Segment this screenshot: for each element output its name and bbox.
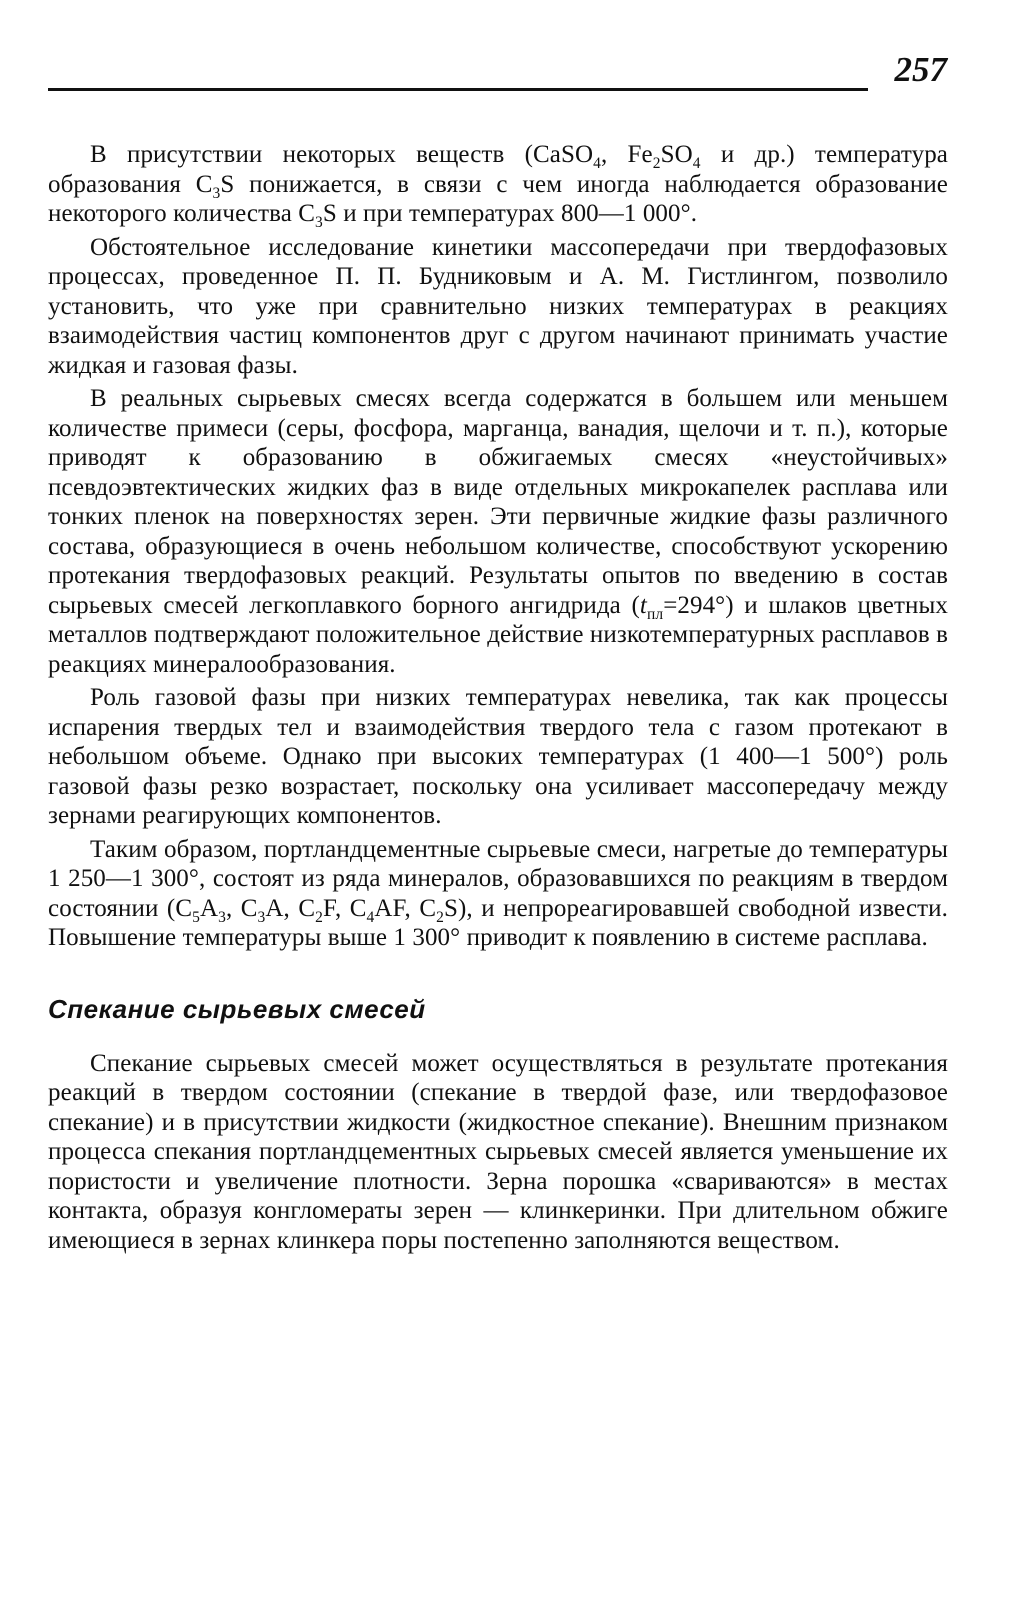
text-run: Обстоятельное исследование кинетики массопередачи при твердофазовых процессах, проведенное П. П. Будниковым и А. М. Гистлингом, позволило установить, что уже при сравнительно низких температурах в реакциях взаимодействия частиц компонентов друг с другом начинают принимать участие жидкая и газовая фазы. xyxy=(48,233,948,379)
text-run: , C xyxy=(225,894,258,922)
text-run: В реальных сырьевых смесях всегда содержатся в большем или меньшем количестве примеси (серы, фосфора, марганца, ванадия, щелочи и т. п.), которые приводят к образованию в обжигаемых смесях «неустойчивых» псевдоэвтектических жидких фаз в виде отдельных микрокапелек расплава или тонких пленок на поверхностях зерен. Эти первичные жидкие фазы различного состава, образующиеся в очень небольшом количестве, способствуют ускорению протекания твердофазовых реакций. Результаты опытов по введению в состав сырьевых смесей легкоплавкого борного ангидрида ( xyxy=(48,385,948,619)
text-run: Таким образом, портландцементные сырьевые смеси, нагретые до температуры 1 250—1 300°, состоят из ряда минералов, образовавшихся по реакциям в твердом состоянии (C xyxy=(48,835,948,922)
subscript: 3 xyxy=(257,908,266,926)
italic-symbol: t xyxy=(639,591,647,619)
text-run: AF, C xyxy=(374,894,437,922)
paragraph xyxy=(48,683,948,831)
text-run: S понижается, в связи с чем иногда наблюдается образование некоторого количества C xyxy=(48,170,948,227)
text-run: F, C xyxy=(322,894,367,922)
text-run: S), и непрореагировавшей свободной извести. Повышение температуры выше 1 300° приводит к появлению в системе расплава. xyxy=(48,894,949,951)
paragraph xyxy=(48,1049,948,1256)
section-heading: Спекание сырьевых смесей xyxy=(48,993,426,1024)
paragraph xyxy=(48,384,948,679)
text-run: SO xyxy=(660,141,693,168)
page-number: 257 xyxy=(894,50,947,89)
body-text xyxy=(48,140,948,1255)
paragraph xyxy=(48,233,948,381)
text-run: Спекание сырьевых смесей может осуществляться в результате протекания реакций в твердом состоянии (спекание в твердой фазе, или твердофазовое спекание) и в присутствии жидкости (жидкостное спекание). Внешним признаком процесса спекания портландцементных сырьевых смесей является уменьшение их пористости и увеличение плотности. Зерна порошка «свариваются» в местах контакта, образуя конгломераты зерен — клинкеринки. При длительном обжиге имеющиеся в зернах клинкера поры постепенно заполняются веществом. xyxy=(48,1049,948,1254)
text-run: S и при температурах 800—1 000°. xyxy=(322,200,698,227)
header-rule xyxy=(48,88,868,91)
text-run: A, C xyxy=(265,894,316,922)
text-run: Роль газовой фазы при низких температурах невелика, так как процессы испарения твердых тел и взаимодействия твердого тела с газом протекают в небольшом объеме. Однако при высоких температурах (1 400—1 500°) роль газовой фазы резко возрастает, поскольку она усиливает массопередачу между зернами реагирующих компонентов. xyxy=(48,684,948,829)
text-run: =294°) и шлаков цветных металлов подтверждают положительное действие низкотемпературных расплавов в реакциях минералообразования. xyxy=(48,591,948,678)
subscript: 3 xyxy=(315,214,323,231)
text-run: , Fe xyxy=(601,141,653,168)
subscript: 4 xyxy=(366,908,375,926)
text-run: В присутствии некоторых веществ (CaSO xyxy=(90,141,594,168)
subscript: 3 xyxy=(212,184,221,202)
text-run: и др.) температура образования C xyxy=(48,141,948,198)
subscript: 2 xyxy=(436,908,444,926)
text-run: A xyxy=(199,894,219,922)
paragraph xyxy=(48,835,948,953)
subscript: 4 xyxy=(593,155,601,172)
subscript: 3 xyxy=(218,908,226,926)
subscript: 2 xyxy=(652,155,661,172)
subscript: 4 xyxy=(692,155,701,172)
subscript: 5 xyxy=(192,908,200,926)
subscript: 2 xyxy=(315,908,323,926)
subscript: пл xyxy=(646,605,664,623)
paragraph xyxy=(48,140,948,229)
